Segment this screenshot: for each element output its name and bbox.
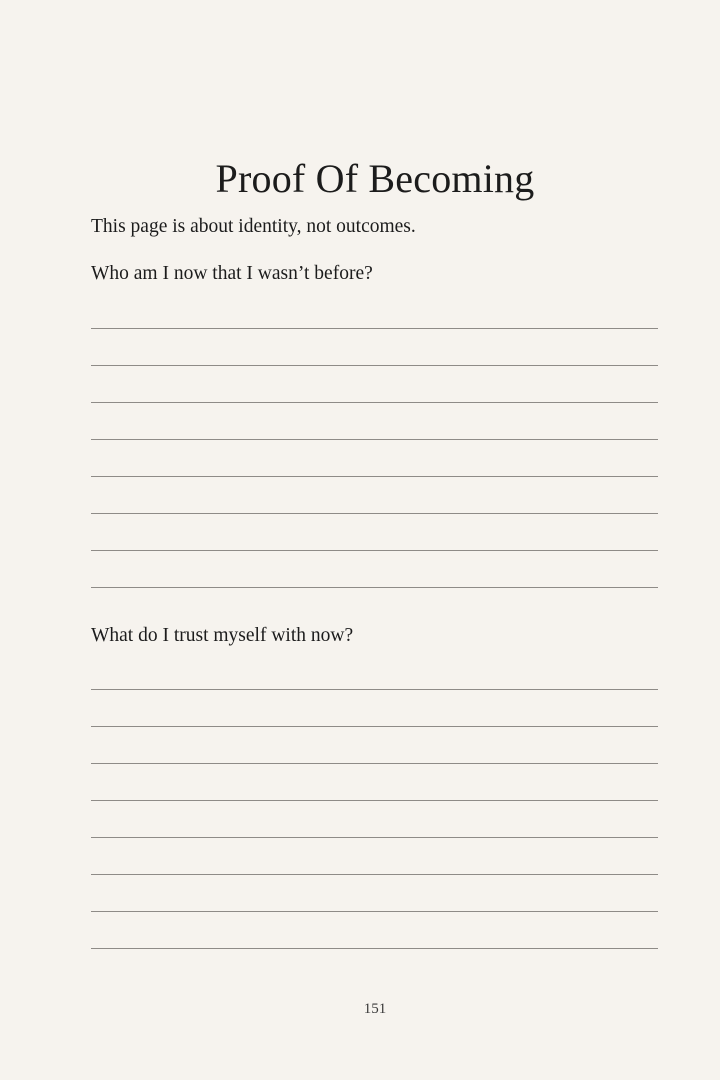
writing-line[interactable] <box>91 439 658 440</box>
writing-line[interactable] <box>91 365 658 366</box>
page-title: Proof Of Becoming <box>215 155 535 201</box>
writing-line[interactable] <box>91 726 658 727</box>
writing-line[interactable] <box>91 911 658 912</box>
writing-line[interactable] <box>91 550 658 551</box>
writing-line[interactable] <box>91 800 658 801</box>
prompt-question-2: What do I trust myself with now? <box>91 625 354 646</box>
writing-line[interactable] <box>91 763 658 764</box>
writing-line[interactable] <box>91 689 658 690</box>
page-number: 151 <box>363 1001 387 1017</box>
writing-line[interactable] <box>91 587 658 588</box>
writing-line[interactable] <box>91 402 658 403</box>
writing-line[interactable] <box>91 948 658 949</box>
intro-text: This page is about identity, not outcomes. <box>91 216 416 237</box>
writing-line[interactable] <box>91 874 658 875</box>
prompt-question-1: Who am I now that I wasn’t before? <box>91 263 373 284</box>
writing-line[interactable] <box>91 837 658 838</box>
writing-line[interactable] <box>91 476 658 477</box>
writing-line[interactable] <box>91 513 658 514</box>
writing-line[interactable] <box>91 328 658 329</box>
